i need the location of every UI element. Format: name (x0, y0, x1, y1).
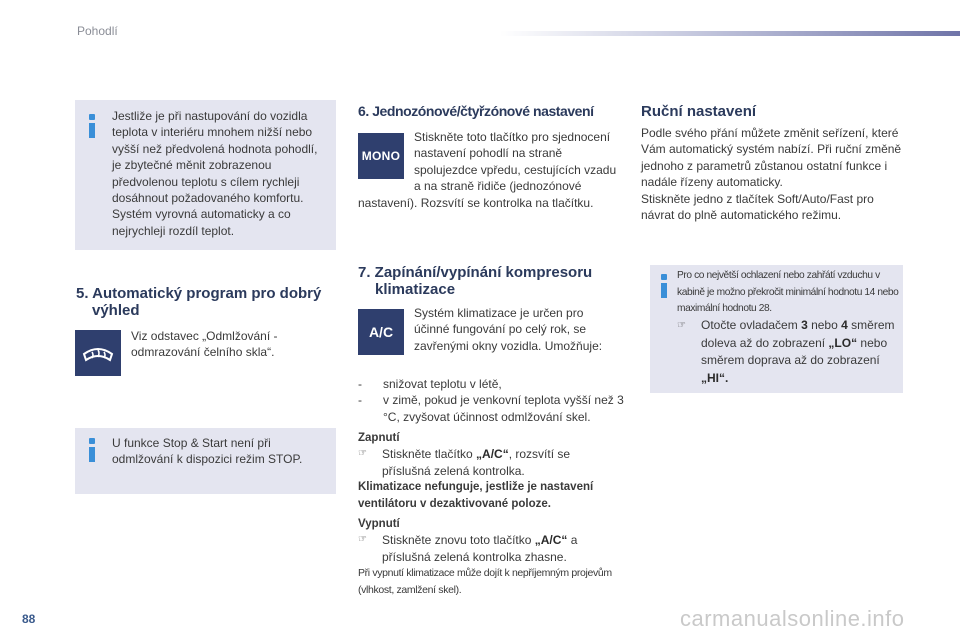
info-text: Jestliže je při nastupování do vozidla teplota v interiéru mnohem nižší nebo vyšší než předvolená hodnota pohodlí, je zbytečné měnit zobrazenou předvolenou teplotu s cílem rychleji dosáhnout požadovaného komfortu. Systém vyrovná automaticky a co nejrychleji rozdíl teplot. (112, 109, 318, 238)
finger-icon: ☞ (358, 534, 367, 546)
list-item-text: snižovat teplotu v létě, (383, 377, 502, 391)
finger-icon: ☞ (358, 448, 367, 460)
info-step (677, 317, 899, 387)
info-text: U funkce Stop & Start není při odmlžování k dispozici režim STOP. (112, 436, 303, 467)
info-box-temperature (75, 100, 336, 250)
info-box-lo-hi (650, 265, 903, 393)
info-icon (86, 438, 98, 462)
section-7-title: 7. Zapínání/vypínání kompresoru klimatizace (358, 264, 593, 298)
manual-text-2: Stiskněte jedno z tlačítek Soft/Auto/Fast pro návrat do plně automatického režimu. (641, 191, 874, 223)
mono-label: MONO (361, 149, 401, 163)
info-icon (658, 274, 670, 298)
section-6-body: Stiskněte toto tlačítko pro sjednocení nastavení pohodlí na straně spolujezdce vpředu, cestujících vzadu a na straně řidiče (jednozónové nastavení). Rozsvítí se kontrolka na tlačítku. (358, 130, 617, 210)
defrost-button-image (75, 330, 121, 376)
list-item (358, 376, 624, 392)
finger-icon: ☞ (677, 320, 686, 331)
page-number: 88 (22, 612, 36, 626)
section-7-heading (358, 264, 628, 298)
off-note: Při vypnutí klimatizace může dojít k nepříjemným projevům (vlhkost, zamlžení skel). (358, 567, 612, 596)
on-step (358, 446, 622, 479)
list-item-text: v zimě, pokud je venkovní teplota vyšší než 3 °C, zvyšovat účinnost odmlžování skel. (383, 393, 624, 424)
manual-title: Ruční nastavení (641, 103, 757, 120)
section-5-heading (76, 285, 336, 319)
header-bar (500, 31, 960, 36)
list-item (358, 392, 624, 425)
on-step-text: Stiskněte tlačítko „A/C“, rozsvítí se příslušná zelená kontrolka. (382, 447, 571, 478)
section-5-text: Viz odstavec „Odmlžování - odmrazování čelního skla“. (131, 329, 278, 360)
off-section (358, 516, 622, 598)
off-title: Vypnutí (358, 518, 400, 530)
section-6-title: 6. Jednozónové/čtyřzónové nastavení (358, 103, 594, 119)
on-title: Zapnutí (358, 432, 400, 444)
feature-list (358, 376, 624, 425)
manual-text-1: Podle svého přání můžete změnit seřízení, které Vám automatický systém nabízí. Při ruční změně jednoho z parametrů zůstanou ostatní funkce i nadále řízeny automaticky. (641, 126, 902, 190)
windscreen-defrost-icon (81, 338, 115, 368)
info-icon (86, 114, 98, 138)
off-step-text: Stiskněte znovu toto tlačítko „A/C“ a příslušná zelená kontrolka zhasne. (382, 533, 578, 564)
info-box-stop-start (75, 428, 336, 494)
on-note: Klimatizace nefunguje, jestliže je nastavení ventilátoru v dezaktivované poloze. (358, 481, 594, 510)
list-dash: - (358, 377, 362, 391)
list-dash: - (358, 393, 362, 408)
section-5-title: 5. Automatický program pro dobrý výhled (76, 285, 322, 319)
section-7-intro: Systém klimatizace je určen pro účinné fungování po celý rok, se zavřenými okny vozidla. Umožňuje: (414, 306, 603, 353)
section-title: Pohodlí (77, 24, 118, 38)
ac-label: A/C (368, 324, 394, 340)
on-section (358, 430, 622, 512)
ac-button-image (358, 309, 404, 355)
info-text: Pro co největší ochlazení nebo zahřátí vzduchu v kabině je možno překročit minimální hodnotu 14 nebo maximální hodnotu 28. (677, 270, 899, 314)
manual-text (641, 125, 903, 223)
section-6-text (358, 129, 620, 211)
off-step (358, 532, 622, 565)
watermark: carmanualsonline.info (680, 606, 905, 631)
info-step-text: Otočte ovladačem 3 nebo 4 směrem doleva až do zobrazení „LO“ nebo směrem doprava až do zobrazení „HI“. (701, 318, 895, 385)
